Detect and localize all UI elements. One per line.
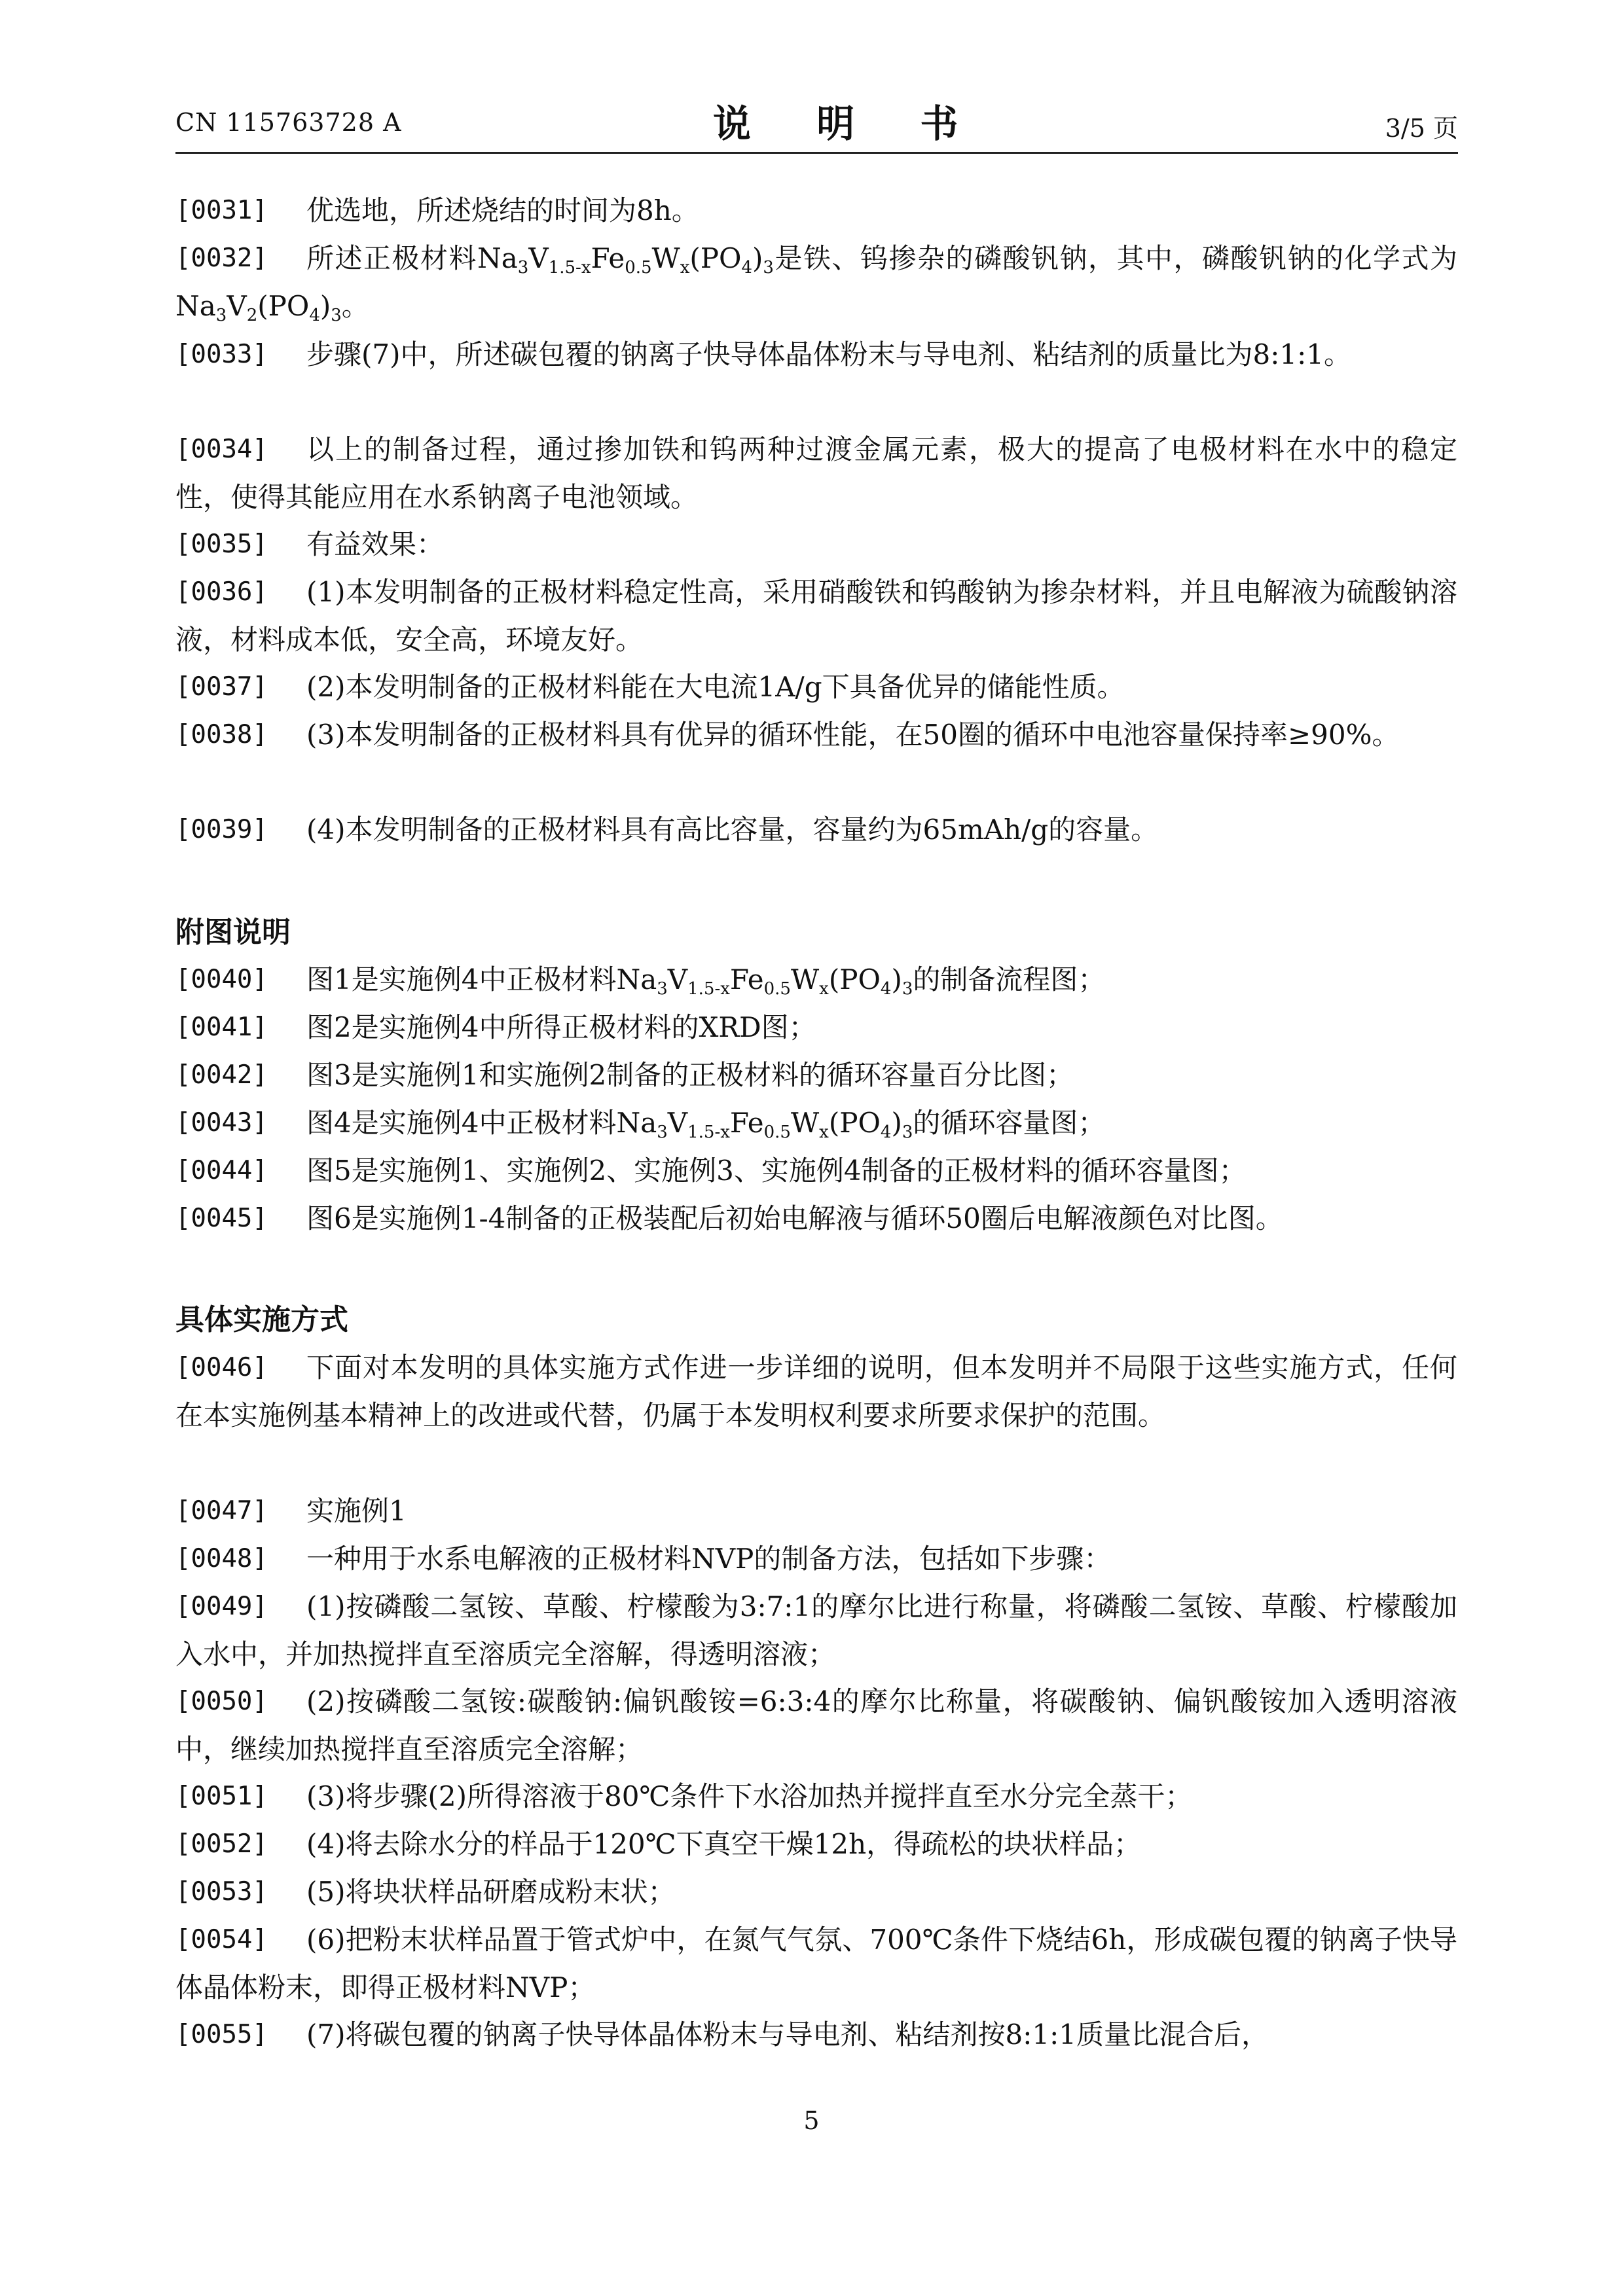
paragraph [175,1099,1457,1147]
document-number: CN 115763728 A [175,108,402,137]
paragraph-number: [0049] [175,1592,268,1621]
paragraph [175,1772,1457,1820]
paragraph-number: [0035] [175,529,268,559]
text-run: V [667,963,688,996]
subscript: 3 [902,979,913,999]
subscript: x [680,258,690,278]
text-run: ) [891,1107,902,1139]
subscript: x [819,1122,829,1142]
paragraph-text: (1)按磷酸二氢铵、草酸、柠檬酸为3:7:1的摩尔比进行称量，将磷酸二氢铵、草酸、柠檬酸加入水中，并加热搅拌直至溶质完全溶解，得透明溶液； [175,1590,1457,1670]
paragraph-number: [0043] [175,1108,268,1138]
paragraph-number: [0039] [175,815,268,844]
paragraph [175,1535,1457,1583]
paragraph [175,1677,1457,1773]
paragraph [175,956,1457,1003]
text-run: V [528,242,549,274]
text-run: W [651,242,680,274]
paragraph [175,234,1457,330]
paragraph-number: [0048] [175,1544,268,1573]
paragraph [175,1916,1457,2011]
paragraph-number: [0050] [175,1687,268,1716]
paragraph-number: [0037] [175,672,268,702]
paragraph-text: 优选地，所述烧结的时间为8h。 [306,194,699,226]
subscript: 1.5-x [687,1122,730,1142]
paragraph-number: [0038] [175,720,268,749]
text-run: V [667,1107,688,1139]
paragraph-text: (3)本发明制备的正极材料具有优异的循环性能，在50圈的循环中电池容量保持率≥90%。 [306,719,1400,751]
subscript: 3 [215,306,227,325]
paragraph [175,711,1457,759]
paragraph [175,1147,1457,1194]
text-run: W [790,1107,820,1139]
text-run: 的制备流程图； [913,963,1106,996]
paragraph-text: (6)把粉末状样品置于管式炉中，在氮气气氛、700℃条件下烧结6h，形成碳包覆的钠离子快导体晶体粉末，即得正极材料NVP； [175,1924,1457,2003]
paragraph [175,663,1457,711]
paragraph-text: 图3是实施例1和实施例2制备的正极材料的循环容量百分比图； [306,1059,1074,1091]
text-run: Fe [729,963,764,996]
paragraph [175,1583,1457,1678]
paragraph-number: [0042] [175,1060,268,1090]
paragraph [175,806,1457,853]
subscript: 3 [657,1122,668,1142]
paragraph-number: [0044] [175,1156,268,1185]
paragraph-number: [0053] [175,1877,268,1907]
paragraph [175,1194,1457,1242]
paragraph [175,2011,1457,2058]
text-run: ) [319,290,331,322]
paragraph-text: (4)将去除水分的样品于120℃下真空干燥12h，得疏松的块状样品； [306,1828,1142,1860]
paragraph [175,187,1457,234]
text-run: 。 [341,290,369,322]
paragraph [175,520,1457,568]
paragraph-text: (4)本发明制备的正极材料具有高比容量，容量约为65mAh/g的容量。 [306,814,1159,846]
paragraph-text [175,234,1457,330]
text-run: 图4是实施例4中正极材料Na [306,1107,657,1139]
subscript: 3 [763,258,774,278]
paragraph-number: [0052] [175,1829,268,1859]
subscript: 1.5-x [548,258,591,278]
paragraph-text: 图6是实施例1-4制备的正极装配后初始电解液与循环50圈后电解液颜色对比图。 [306,1202,1283,1234]
paragraph [175,1487,1457,1535]
document-title: 说 明 书 [713,101,985,146]
paragraph-text: 有益效果： [306,528,445,560]
paragraph-number: [0036] [175,577,268,607]
page-number: 5 [803,2106,820,2135]
text-run: (PO [828,1107,881,1139]
paragraph-text: 实施例1 [306,1495,407,1527]
paragraph-number: [0041] [175,1013,268,1042]
paragraph-text: (2)本发明制备的正极材料能在大电流1A/g下具备优异的储能性质。 [306,671,1125,703]
subscript: 0.5 [763,1122,791,1142]
text-run: Fe [729,1107,764,1139]
paragraph [175,331,1457,378]
paragraph-number: [0033] [175,340,268,369]
text-run: V [227,290,247,322]
subscript: 3 [331,306,342,325]
subscript: 3 [517,258,529,278]
paragraph-number: [0032] [175,243,268,273]
paragraph-text: (7)将碳包覆的钠离子快导体晶体粉末与导电剂、粘结剂按8:1:1质量比混合后， [306,2018,1269,2051]
paragraph-text [175,956,1457,1003]
paragraph-text: (2)按磷酸二氢铵:碳酸钠:偏钒酸铵=6:3:4的摩尔比称量，将碳酸钠、偏钒酸铵加入透明溶液中，继续加热搅拌直至溶质完全溶解； [175,1685,1457,1765]
paragraph [175,1003,1457,1051]
page-indicator: 3/5 页 [1385,114,1458,143]
paragraph [175,1820,1457,1868]
paragraph-text: (5)将块状样品研磨成粉末状； [306,1876,676,1908]
text-run: 图1是实施例4中正极材料Na [306,963,657,996]
subscript: 2 [246,306,258,325]
paragraph [175,1051,1457,1099]
text-run: 是铁、钨掺杂的磷酸钒钠，其中，磷酸钒钠的化学式为Na [175,242,1457,322]
paragraph-number: [0055] [175,2020,268,2049]
paragraph-text: 图2是实施例4中所得正极材料的XRD图； [306,1011,816,1043]
paragraph [175,425,1457,521]
text-run: (PO [828,963,881,996]
paragraph [175,568,1457,664]
paragraph-text: 一种用于水系电解液的正极材料NVP的制备方法，包括如下步骤： [306,1543,1112,1575]
subscript: 1.5-x [687,979,730,999]
paragraph-text: 图5是实施例1、实施例2、实施例3、实施例4制备的正极材料的循环容量图； [306,1155,1247,1187]
text-run: Fe [591,242,625,274]
text-run: (PO [257,290,310,322]
paragraph-number: [0047] [175,1496,268,1526]
paragraph-number: [0045] [175,1204,268,1233]
subscript: 0.5 [625,258,652,278]
subscript: 4 [880,979,892,999]
text-run: ) [891,963,902,996]
paragraph-text: (3)将步骤(2)所得溶液于80℃条件下水浴加热并搅拌直至水分完全蒸干； [306,1780,1193,1812]
section-heading-figures: 附图说明 [175,916,291,949]
paragraph-number: [0051] [175,1782,268,1811]
paragraph [175,1868,1457,1916]
paragraph-number: [0031] [175,196,268,225]
text-run: (PO [689,242,742,274]
paragraph-text [175,1099,1457,1147]
paragraph-number: [0046] [175,1353,268,1382]
header-divider [175,152,1458,154]
subscript: 4 [741,258,753,278]
paragraph-text: (1)本发明制备的正极材料稳定性高，采用硝酸铁和钨酸钠为掺杂材料，并且电解液为硫酸钠溶液，材料成本低，安全高，环境友好。 [175,576,1457,656]
text-run: 所述正极材料Na [306,242,518,274]
text-run: ) [752,242,763,274]
paragraph-number: [0040] [175,965,268,994]
subscript: x [819,979,829,999]
paragraph-text: 以上的制备过程，通过掺加铁和钨两种过渡金属元素，极大的提高了电极材料在水中的稳定性，使得其能应用在水系钠离子电池领域。 [175,433,1457,513]
subscript: 4 [309,306,320,325]
paragraph-text: 步骤(7)中，所述碳包覆的钠离子快导体晶体粉末与导电剂、粘结剂的质量比为8:1:1。 [306,338,1351,370]
subscript: 3 [902,1122,913,1142]
text-run: W [790,963,820,996]
subscript: 4 [880,1122,892,1142]
text-run: 的循环容量图； [913,1107,1106,1139]
paragraph-text: 下面对本发明的具体实施方式作进一步详细的说明，但本发明并不局限于这些实施方式，任何在本实施例基本精神上的改进或代替，仍属于本发明权利要求所要求保护的范围。 [175,1352,1457,1431]
paragraph [175,1344,1457,1439]
subscript: 0.5 [763,979,791,999]
subscript: 3 [657,979,668,999]
paragraph-number: [0054] [175,1925,268,1954]
paragraph-number: [0034] [175,435,268,464]
section-heading-embodiments: 具体实施方式 [175,1303,348,1336]
